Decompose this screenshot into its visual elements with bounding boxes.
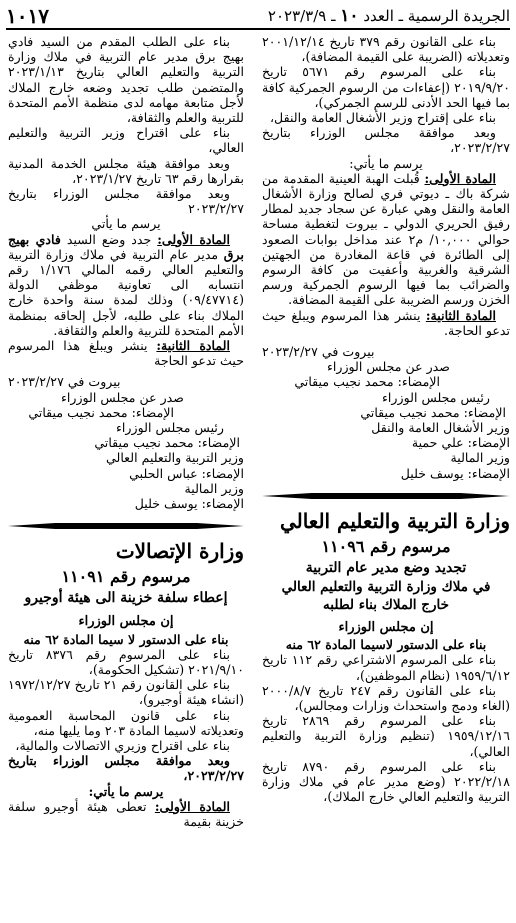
- paragraph: بناء على اقتراح وزيري الاتصالات والمالية،: [15, 737, 230, 753]
- article-1: [8, 232, 244, 338]
- article-1-text-b: مدير عام التربية في ملاك وزارة التربية والتعليم العالي رقمه المالي ١/١٧٦ رقم انتسابه الى تعاونية موظفي الدولة (٠٩/٤٧٧١٤) وذلك لمدة سنة واحدة خارج الملاك بناء على طلبه، لأجل إلحاقه بمنظمة الأمم المتحدة للتربية والعلم والثقافة.: [8, 246, 244, 338]
- decrees-label: يرسم ما يأتي:: [349, 155, 423, 171]
- paragraph: بناء على المرسوم رقم ٥٦٧١ تاريخ ٢٠١٩/٩/٢٠ (إعفاءات من الرسوم الجمركية كافة بما فيها الحد الأدنى للرسم الجمركي)،: [262, 64, 510, 110]
- signature-line: الإمضاء: محمد نجيب ميقاتي: [360, 404, 506, 420]
- right-column: [262, 34, 510, 804]
- paragraph: بناء على المرسوم الاشتراعي رقم ١١٢ تاريخ ١٩٥٩/٦/١٢ (نظام الموظفين)،: [262, 652, 510, 683]
- signatures-block: [262, 359, 510, 481]
- signature-line: الإمضاء: محمد نجيب ميقاتي: [294, 374, 440, 390]
- article-2-text: ينشر هذا المرسوم ويبلغ حيث تدعو الحاجة.: [262, 307, 510, 338]
- paragraph: بناء على القانون رقم ٢٤٧ تاريخ ٢٠٠٠/٨/٧ (الغاء ودمج واستحداث وزارات ومجالس)،: [262, 682, 510, 713]
- decree-subject-line: تجديد وضع مدير عام التربية: [305, 559, 467, 576]
- signatures-block: [8, 390, 244, 512]
- paragraph: وبعد موافقة هيئة مجلس الخدمة المدنية بقرارها رقم ٦٣ تاريخ ٢٠٢٣/١/٢٧،: [8, 155, 244, 186]
- article-1-text: تعطى هيئة أوجيرو سلفة خزينة بقيمة: [8, 798, 244, 829]
- signature-line: وزير الأشغال العامة والنقل: [371, 420, 510, 436]
- signature-line: صدر عن مجلس الوزراء: [326, 359, 450, 375]
- constitution-basis: بناء على الدستور لا سيما المادة ٦٢ منه: [23, 631, 229, 647]
- paragraph: بناء على القانون رقم ٣٧٩ تاريخ ٢٠٠١/١٢/١٤ وتعديلاته (الضريبة على القيمة المضافة)،: [262, 34, 510, 65]
- council-heading: إن مجلس الوزراء: [338, 619, 434, 635]
- article-1: [262, 171, 510, 308]
- decree-number: مرسوم رقم ١١٠٩٦: [321, 536, 451, 556]
- final-approval: وبعد موافقة مجلس الوزراء بتاريخ ٢٠٢٣/٢/٢٧،: [8, 753, 244, 784]
- paragraph: بناء على اقتراح وزير التربية والتعليم العالي،: [8, 125, 244, 156]
- place-date: بيروت في ٢٠٢٣/٢/٢٧: [8, 374, 121, 390]
- decrees-label: يرسم ما يأتي: [91, 216, 161, 232]
- paragraph: بناء على المرسوم رقم ٢٨٦٩ تاريخ ١٩٥٩/١٢/١٦ (تنظيم وزارة التربية والتعليم العالي)،: [262, 713, 510, 759]
- signature-line: الإمضاء: يوسف خليل: [400, 465, 510, 481]
- signature-line: صدر عن مجلس الوزراء: [60, 389, 184, 405]
- ministry-heading: وزارة التربية والتعليم العالي: [279, 508, 510, 533]
- paragraph: بناء على إقتراح وزير الأشغال العامة والنقل،: [269, 110, 496, 126]
- signature-line: الإمضاء: علي حمية: [411, 435, 510, 451]
- signature-line: الإمضاء: محمد نجيب ميقاتي: [28, 404, 174, 420]
- council-heading: إن مجلس الوزراء: [78, 614, 174, 630]
- article-2: [262, 308, 510, 338]
- article-2-label: المادة الثانية:: [156, 338, 230, 354]
- paragraph: بناء على المرسوم رقم ٨٣٧٦ تاريخ ٢٠٢١/٩/١٠ (تشكيل الحكومة)،: [8, 646, 244, 677]
- decree-subject-line: إعطاء سلفة خزينة الى هيئة أوجيرو: [24, 590, 228, 607]
- page-header: [6, 4, 510, 30]
- article-1: [8, 799, 244, 829]
- decree-subject-line: في ملاك وزارة التربية والتعليم العالي: [281, 578, 491, 595]
- article-2: [8, 338, 244, 368]
- paragraph: بناء على القانون رقم ٢١ تاريخ ١٩٧٢/١٢/٢٧ (انشاء هيئة أوجيرو)،: [8, 677, 244, 708]
- paragraph: بناء على الطلب المقدم من السيد فادي بهيج برق مدير عام التربية في ملاك وزارة التربية والتعليم العالي بتاريخ ٢٠٢٣/١/١٣ والمتضمن طلب تجديد وضعه خارج الملاك لأجل متابعة مهامه لدى منظمة الأمم المتحدة للتربية والعلم والثقافة،: [8, 34, 244, 126]
- place-date: بيروت في ٢٠٢٣/٢/٢٧: [262, 344, 375, 360]
- article-1-label: المادة الأولى:: [154, 798, 230, 814]
- signature-line: وزير المالية: [184, 480, 244, 496]
- left-column: [8, 34, 244, 829]
- signature-line: الإمضاء: محمد نجيب ميقاتي: [94, 435, 240, 451]
- signature-line: رئيس مجلس الوزراء: [382, 389, 490, 405]
- paragraph: وبعد موافقة مجلس الوزراء بتاريخ ٢٠٢٣/٢/٢٧: [8, 186, 244, 217]
- paragraph: وبعد موافقة مجلس الوزراء بتاريخ ٢٠٢٣/٢/٢٧،: [262, 125, 510, 156]
- decree-subject-line: خارج الملاك بناء لطلبه: [323, 596, 449, 613]
- article-1-label: المادة الأولى:: [157, 231, 230, 247]
- article-2-label: المادة الثانية:: [425, 307, 496, 323]
- signature-line: وزير التربية والتعليم العالي: [106, 450, 244, 466]
- article-1-label: المادة الأولى:: [424, 170, 496, 186]
- section-divider: [262, 489, 510, 503]
- article-2-text: ينشر ويبلغ هذا المرسوم حيث تدعو الحاجة: [8, 338, 244, 369]
- signature-line: الإمضاء: يوسف خليل: [134, 496, 244, 512]
- page-number: ١٠١٧: [6, 4, 49, 28]
- signature-line: رئيس مجلس الوزراء: [116, 420, 224, 436]
- article-1-text-a: جدد وضع السيد: [66, 231, 152, 247]
- gazette-title: الجريدة الرسمية ـ العدد ١٠ ـ ٢٠٢٣/٣/٩: [267, 6, 510, 26]
- section-divider: [8, 519, 244, 533]
- signature-line: الإمضاء: عباس الحلبي: [129, 465, 244, 481]
- decree-number: مرسوم رقم ١١٠٩١: [61, 567, 191, 587]
- gazette-title-prefix: الجريدة الرسمية ـ العدد: [363, 7, 510, 25]
- header-rule: [6, 28, 510, 30]
- paragraph: بناء على قانون المحاسبة العمومية وتعديلاته لاسيما المادة ٢٠٣ وما يليها منه،: [8, 707, 244, 738]
- constitution-basis: بناء على الدستور لاسيما المادة ٦٢ منه: [285, 637, 487, 653]
- issue-date: ٢٠٢٣/٣/٩: [267, 7, 327, 25]
- ministry-heading: وزارة الإتصالات: [115, 539, 244, 564]
- issue-number: ١٠: [340, 6, 359, 26]
- decrees-label: يرسم ما يأتي:: [88, 783, 164, 799]
- paragraph: بناء على المرسوم رقم ٨٧٩٠ تاريخ ٢٠٢٢/٢/١٨ (وضع مدير عام في ملاك وزارة التربية والتعليم العالي خارج الملاك)،: [262, 758, 510, 805]
- person-name: فادي بهيج برق: [8, 231, 244, 262]
- signature-line: وزير المالية: [450, 450, 510, 466]
- article-1-text: قُبلت الهبة العينية المقدمة من شركة باك ـ ديوتي فري لصالح وزارة الأشغال العامة والنقل وهي عبارة عن سجاد جديد لمطار رفيق الحريري الدولي ـ بيروت لتغطية مساحة حوالي ١٠,٠٠٠/ م٢ عند مداخل بوابات الصعود إلى الطائرة في قاعة المغادرة من الجهتين الشرقية والغربية وأعفيت من كافة الرسوم والضرائب بما فيها الرسوم الجمركية ورسم الخزن ورسم الضريبة على القيمة المضافة.: [262, 170, 510, 308]
